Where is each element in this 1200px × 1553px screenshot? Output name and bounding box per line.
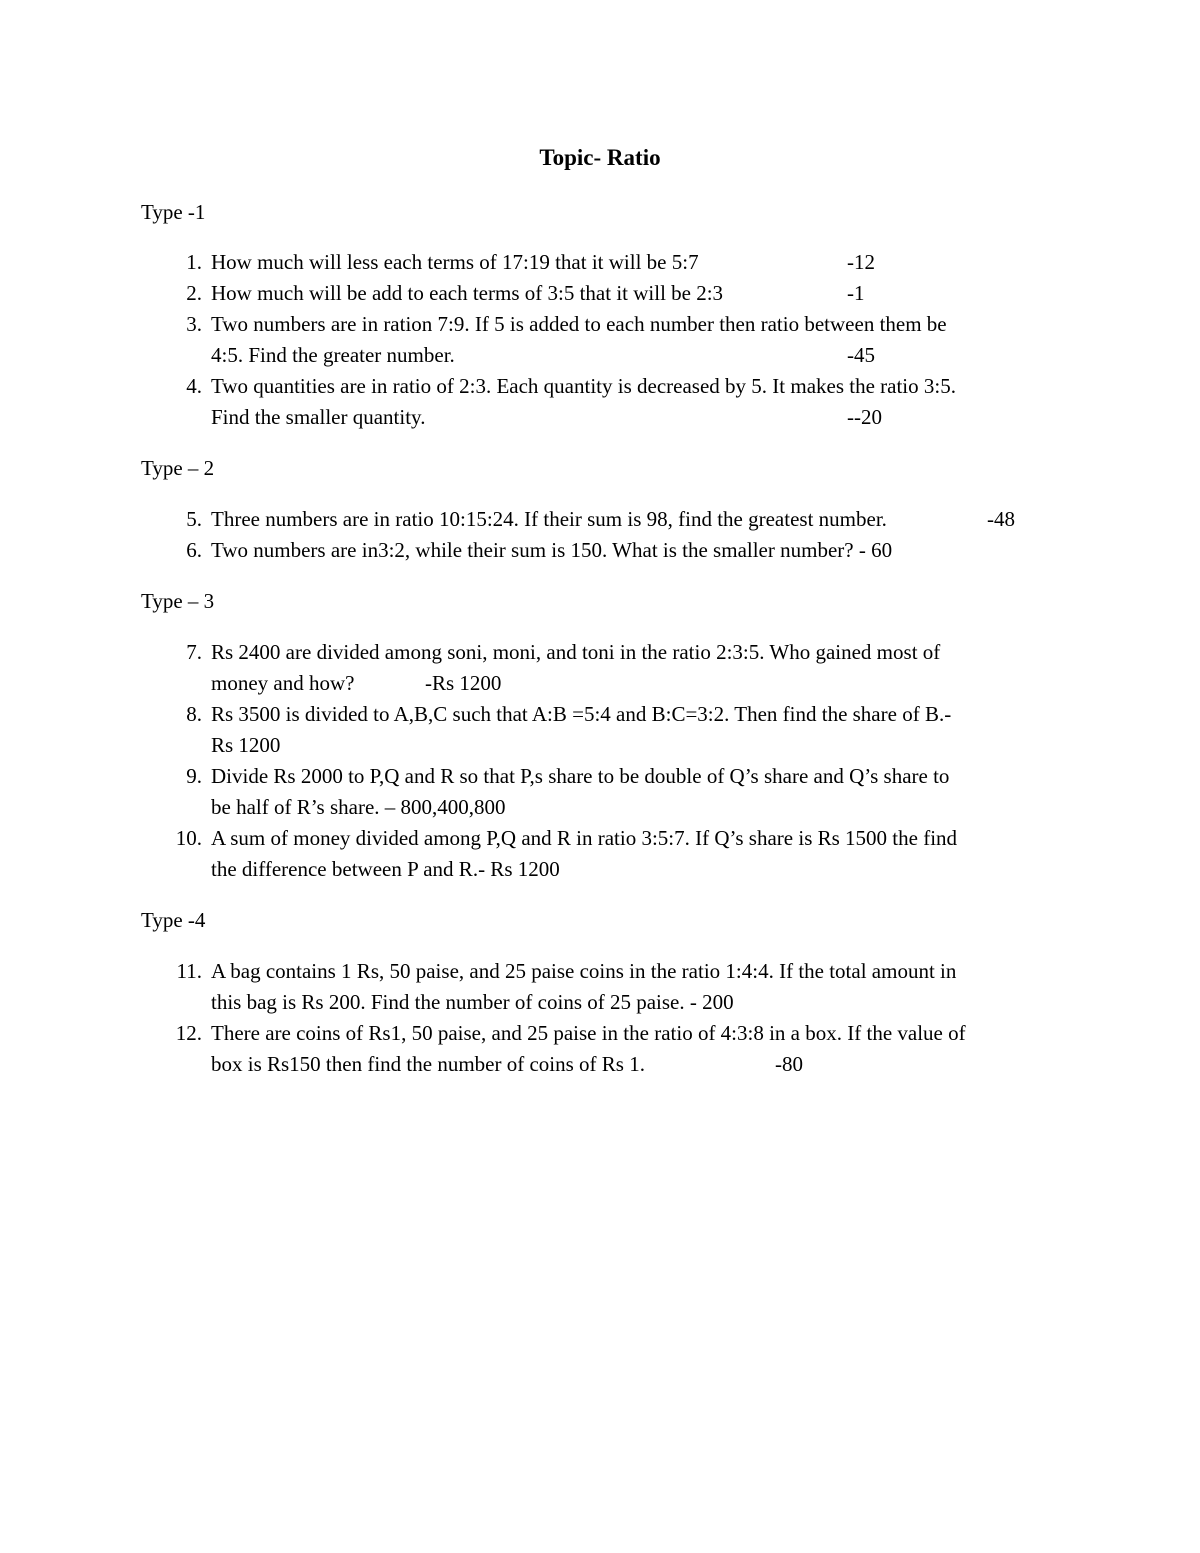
question-number: 9.: [186, 764, 202, 788]
question-number: 5.: [186, 507, 202, 531]
question-text: Two numbers are in ration 7:9. If 5 is added to each number then ratio between them be: [211, 312, 947, 336]
question-text: Divide Rs 2000 to P,Q and R so that P,s share to be double of Q’s share and Q’s share to: [211, 764, 950, 788]
answer-text: -Rs 1200: [425, 671, 502, 695]
question-number: 7.: [186, 640, 202, 664]
question-text: Rs 2400 are divided among soni, moni, and toni in the ratio 2:3:5. Who gained most of: [211, 640, 941, 664]
question-text: How much will be add to each terms of 3:5 that it will be 2:3: [211, 281, 724, 305]
answer-text: -80: [775, 1052, 803, 1076]
question-text: the difference between P and R.- Rs 1200: [211, 857, 560, 881]
section-heading-type-2: Type – 2: [141, 456, 215, 480]
question-number: 2.: [186, 281, 202, 305]
answer-text: -48: [987, 507, 1015, 531]
section-heading-type-1: Type -1: [141, 200, 206, 224]
answer-text: -1: [847, 281, 865, 305]
question-text: 4:5. Find the greater number.: [211, 343, 455, 367]
question-number: 10.: [175, 826, 202, 850]
question-number: 11.: [176, 959, 202, 983]
answer-text: --20: [847, 405, 882, 429]
question-text: How much will less each terms of 17:19 that it will be 5:7: [211, 250, 699, 274]
question-text: Rs 3500 is divided to A,B,C such that A:B =5:4 and B:C=3:2. Then find the share of B.-: [211, 702, 952, 726]
section-heading-type-4: Type -4: [141, 908, 206, 932]
section-heading-type-3: Type – 3: [141, 589, 215, 613]
question-text: Three numbers are in ratio 10:15:24. If their sum is 98, find the greatest number.: [211, 507, 887, 531]
question-text: Find the smaller quantity.: [211, 405, 426, 429]
question-number: 3.: [186, 312, 202, 336]
question-text: Rs 1200: [211, 733, 281, 757]
page-title: Topic- Ratio: [539, 145, 661, 170]
question-text: A bag contains 1 Rs, 50 paise, and 25 paise coins in the ratio 1:4:4. If the total amount in: [211, 959, 957, 983]
question-number: 4.: [186, 374, 202, 398]
question-number: 1.: [186, 250, 202, 274]
question-number: 6.: [186, 538, 202, 562]
question-text: A sum of money divided among P,Q and R in ratio 3:5:7. If Q’s share is Rs 1500 the find: [211, 826, 958, 850]
question-text: There are coins of Rs1, 50 paise, and 25 paise in the ratio of 4:3:8 in a box. If the value of: [211, 1021, 966, 1045]
answer-text: -12: [847, 250, 875, 274]
question-number: 12.: [175, 1021, 202, 1045]
answer-text: -45: [847, 343, 875, 367]
question-text: be half of R’s share. – 800,400,800: [211, 795, 506, 819]
question-text: box is Rs150 then find the number of coins of Rs 1.: [211, 1052, 645, 1076]
question-text: money and how?: [211, 671, 355, 695]
question-text: Two quantities are in ratio of 2:3. Each quantity is decreased by 5. It makes the ratio 3:5.: [211, 374, 956, 398]
question-number: 8.: [186, 702, 202, 726]
question-text: this bag is Rs 200. Find the number of coins of 25 paise. - 200: [211, 990, 734, 1014]
question-text: Two numbers are in3:2, while their sum is 150. What is the smaller number? - 60: [211, 538, 893, 562]
